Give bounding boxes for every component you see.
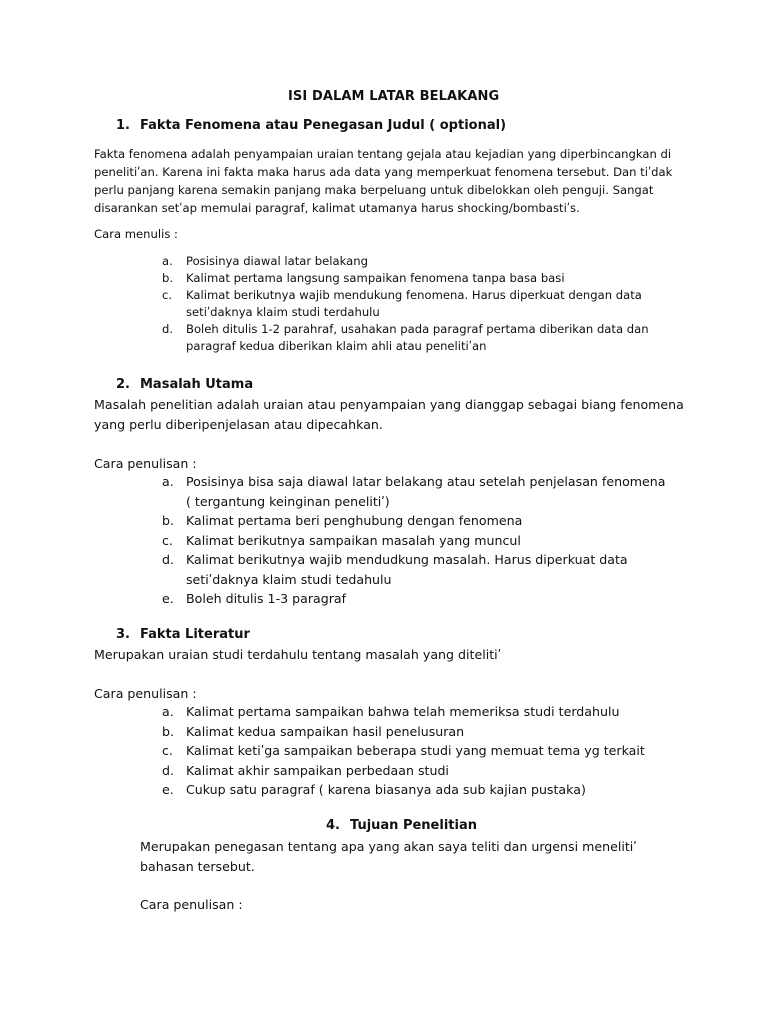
list-item-text: Kalimat pertama sampaikan bahwa telah memeriksa studi terdahulu bbox=[186, 704, 620, 719]
section-4-heading: Tujuan Penelitian bbox=[350, 818, 477, 833]
section-3-paragraph: Merupakan uraian studi terdahulu tentang masalah yang ditelitiʹ bbox=[94, 647, 502, 662]
list-item-text: Kalimat akhir sampaikan perbedaan studi bbox=[186, 762, 449, 778]
list-item-text: Kalimat pertama langsung sampaikan fenomena tanpa basa basi bbox=[186, 271, 565, 285]
list-item-text: Cukup satu paragraf ( karena biasanya ada sub kajian pustaka) bbox=[186, 782, 586, 797]
list-item-text: Kalimat kedua sampaikan hasil penelusuran bbox=[186, 723, 465, 739]
section-2-method-label: Cara penulisan : bbox=[94, 456, 197, 471]
list-item-text: Kalimat ketiʹga sampaikan beberapa studi yang memuat tema yg terkait bbox=[186, 743, 645, 758]
list-item bbox=[162, 722, 666, 742]
list-item bbox=[162, 511, 666, 531]
list-item-text: Posisinya bisa saja diawal latar belakang atau setelah penjelasan fenomena ( tergantung keinginan penelitiʹ) bbox=[186, 474, 666, 509]
list-item-text: Posisinya diawal latar belakang bbox=[186, 254, 368, 268]
list-item bbox=[162, 253, 656, 270]
section-2-heading: Masalah Utama bbox=[140, 377, 254, 392]
list-item bbox=[162, 761, 666, 781]
section-3-number: 3. bbox=[116, 627, 130, 642]
list-marker: a. bbox=[162, 704, 174, 719]
list-marker: b. bbox=[162, 723, 174, 739]
section-4-number: 4. bbox=[326, 818, 340, 833]
list-item bbox=[162, 321, 656, 355]
list-marker: e. bbox=[162, 591, 174, 606]
list-marker: b. bbox=[162, 513, 174, 528]
list-marker: d. bbox=[162, 322, 174, 336]
section-2-number: 2. bbox=[116, 377, 130, 392]
list-item bbox=[162, 741, 666, 761]
document-title: ISI DALAM LATAR BELAKANG bbox=[288, 89, 500, 104]
list-marker: a. bbox=[162, 254, 173, 268]
section-2-list bbox=[162, 472, 666, 609]
list-marker: a. bbox=[162, 474, 174, 489]
list-marker: b. bbox=[162, 271, 174, 285]
list-item bbox=[162, 531, 666, 551]
list-item bbox=[162, 550, 666, 589]
list-item-text: Kalimat berikutnya wajib mendukung fenomena. Harus diperkuat dengan data setiʹdaknya klaim studi terdahulu bbox=[186, 288, 642, 319]
list-item-text: Boleh ditulis 1-2 parahraf, usahakan pada paragraf pertama diberikan data dan paragraf kedua diberikan klaim ahli atau penelitiʹan bbox=[186, 322, 649, 353]
list-item-text: Kalimat berikutnya sampaikan masalah yang muncul bbox=[186, 532, 521, 548]
section-4-method-label: Cara penulisan : bbox=[140, 897, 243, 912]
list-item-text: Boleh ditulis 1-3 paragraf bbox=[186, 591, 347, 606]
list-item bbox=[162, 287, 656, 321]
section-2-paragraph: Masalah penelitian adalah uraian atau penyampaian yang dianggap sebagai biang fenomena yang perlu diberipenjelasan atau dipecahkan. bbox=[94, 397, 684, 432]
list-item bbox=[162, 780, 666, 800]
section-1-method-label: Cara menulis : bbox=[94, 227, 178, 241]
list-marker: c. bbox=[162, 743, 173, 758]
list-marker: c. bbox=[162, 288, 173, 302]
section-1-heading: Fakta Fenomena atau Penegasan Judul ( optional) bbox=[140, 118, 507, 133]
list-marker: c. bbox=[162, 532, 173, 548]
list-item bbox=[162, 270, 656, 287]
list-marker: d. bbox=[162, 552, 174, 567]
section-1-list bbox=[162, 253, 656, 355]
list-item bbox=[162, 472, 666, 511]
section-1-paragraph: Fakta fenomena adalah penyampaian uraian tentang gejala atau kejadian yang diperbincangkan di penelitiʹan. Karena ini fakta maka harus ada data yang memperkuat fenomena tersebut. Dan tiʹdak perlu panjang karena semakin panjang maka berpeluang untuk dibelokkan oleh penguji. Sangat disarankan setʹap memulai paragraf, kalimat utamanya harus shocking/bombastiʹs. bbox=[94, 147, 673, 215]
list-item-text: Kalimat berikutnya wajib mendudkung masalah. Harus diperkuat data setiʹdaknya klaim studi tedahulu bbox=[186, 552, 628, 587]
list-item bbox=[162, 589, 666, 609]
section-3-heading: Fakta Literatur bbox=[140, 627, 250, 642]
section-1-number: 1. bbox=[116, 118, 130, 133]
list-item bbox=[162, 702, 666, 722]
section-3-method-label: Cara penulisan : bbox=[94, 686, 197, 701]
list-item-text: Kalimat pertama beri penghubung dengan fenomena bbox=[186, 513, 523, 528]
section-3-list bbox=[162, 702, 666, 800]
list-marker: d. bbox=[162, 762, 174, 778]
section-4-paragraph: Merupakan penegasan tentang apa yang akan saya teliti dan urgensi menelitiʹ bahasan tersebut. bbox=[140, 839, 637, 874]
list-marker: e. bbox=[162, 782, 174, 797]
